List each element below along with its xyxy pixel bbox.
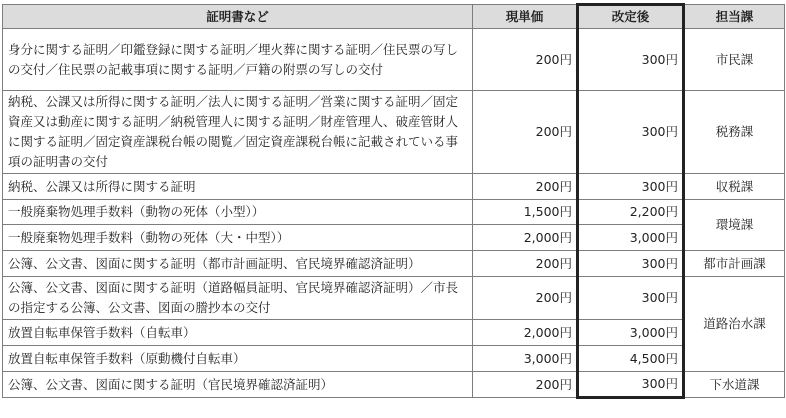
item-cell: 公簿、公文書、図面に関する証明（都市計画証明、官民境界確認済証明） bbox=[3, 251, 473, 277]
table-row bbox=[3, 277, 785, 320]
item-cell: 納税、公課又は所得に関する証明 bbox=[3, 174, 473, 200]
item-cell: 納税、公課又は所得に関する証明／法人に関する証明／営業に関する証明／固定資産又は動産に関する証明／納税管理人に関する証明／財産管理人、破産管財人に関する証明／固定資産課税台帳の閲覧／固定資産課税台帳に記載されている事項の証明書の交付 bbox=[3, 91, 473, 174]
table-row bbox=[3, 200, 785, 225]
table-row bbox=[3, 346, 785, 372]
table-row bbox=[3, 29, 785, 91]
revised-price-cell: 3,000円 bbox=[578, 225, 684, 251]
table-row bbox=[3, 372, 785, 398]
department-cell: 税務課 bbox=[684, 91, 785, 174]
current-price-cell: 200円 bbox=[473, 91, 578, 174]
item-cell: 一般廃棄物処理手数料（動物の死体（大・中型）） bbox=[3, 225, 473, 251]
item-cell: 一般廃棄物処理手数料（動物の死体（小型）） bbox=[3, 200, 473, 225]
revised-price-cell: 2,200円 bbox=[578, 200, 684, 225]
item-cell: 公簿、公文書、図面に関する証明（官民境界確認済証明） bbox=[3, 372, 473, 398]
department-cell: 道路治水課 bbox=[684, 277, 785, 372]
department-cell: 都市計画課 bbox=[684, 251, 785, 277]
current-price-cell: 2,000円 bbox=[473, 225, 578, 251]
current-price-cell: 200円 bbox=[473, 277, 578, 320]
current-price-cell: 3,000円 bbox=[473, 346, 578, 372]
table-header-row bbox=[3, 5, 785, 29]
current-price-cell: 200円 bbox=[473, 29, 578, 91]
revised-price-cell: 300円 bbox=[578, 277, 684, 320]
revised-price-cell: 3,000円 bbox=[578, 320, 684, 346]
fee-revision-table bbox=[2, 3, 785, 399]
current-price-cell: 200円 bbox=[473, 251, 578, 277]
header-revised-price: 改定後 bbox=[578, 5, 684, 29]
revised-price-cell: 300円 bbox=[578, 29, 684, 91]
header-current-price: 現単価 bbox=[473, 5, 578, 29]
revised-price-cell: 300円 bbox=[578, 174, 684, 200]
item-cell: 放置自転車保管手数料（自転車） bbox=[3, 320, 473, 346]
item-cell: 放置自転車保管手数料（原動機付自転車） bbox=[3, 346, 473, 372]
revised-price-cell: 300円 bbox=[578, 251, 684, 277]
department-cell: 収税課 bbox=[684, 174, 785, 200]
revised-price-cell: 300円 bbox=[578, 91, 684, 174]
item-cell: 身分に関する証明／印鑑登録に関する証明／埋火葬に関する証明／住民票の写しの交付／住民票の記載事項に関する証明／戸籍の附票の写しの交付 bbox=[3, 29, 473, 91]
department-cell: 下水道課 bbox=[684, 372, 785, 398]
table-row bbox=[3, 251, 785, 277]
item-cell: 公簿、公文書、図面に関する証明（道路幅員証明、官民境界確認済証明）／市長の指定する公簿、公文書、図面の謄抄本の交付 bbox=[3, 277, 473, 320]
current-price-cell: 1,500円 bbox=[473, 200, 578, 225]
table-row bbox=[3, 225, 785, 251]
header-item: 証明書など bbox=[3, 5, 473, 29]
table-row bbox=[3, 91, 785, 174]
department-cell: 市民課 bbox=[684, 29, 785, 91]
table-row bbox=[3, 174, 785, 200]
current-price-cell: 200円 bbox=[473, 174, 578, 200]
current-price-cell: 200円 bbox=[473, 372, 578, 398]
revised-price-cell: 4,500円 bbox=[578, 346, 684, 372]
current-price-cell: 2,000円 bbox=[473, 320, 578, 346]
table-row bbox=[3, 320, 785, 346]
revised-price-cell: 300円 bbox=[578, 372, 684, 398]
department-cell: 環境課 bbox=[684, 200, 785, 251]
header-department: 担当課 bbox=[684, 5, 785, 29]
